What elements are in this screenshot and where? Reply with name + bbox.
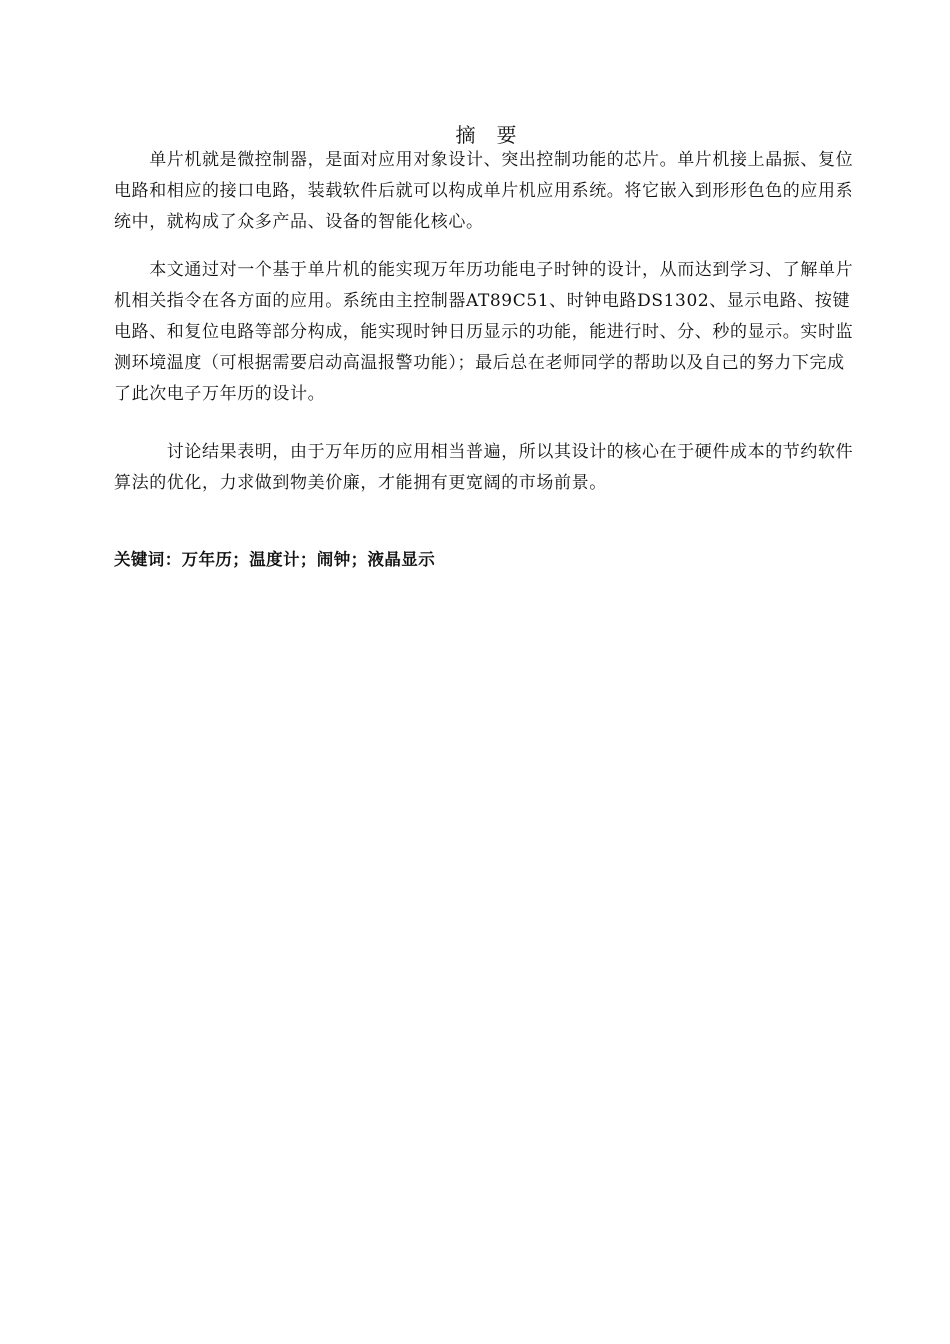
abstract-paragraph-2: 本文通过对一个基于单片机的能实现万年历功能电子时钟的设计，从而达到学习、了解单片机相关指令在各方面的应用。系统由主控制器AT89C51、时钟电路DS1302、显示电路、按键电路、和复位电路等部分构成，能实现时钟日历显示的功能，能进行时、分、秒的显示。实时监测环境温度（可根据需要启动高温报警功能）；最后总在老师同学的帮助以及自己的努力下完成了此次电子万年历的设计。 <box>114 260 854 404</box>
keywords-line: 关键词：万年历；温度计；闹钟；液晶显示 <box>114 550 436 569</box>
abstract-title-left: 摘 <box>455 123 477 147</box>
abstract-paragraph-1: 单片机就是微控制器，是面对应用对象设计、突出控制功能的芯片。单片机接上晶振、复位电路和相应的接口电路，装载软件后就可以构成单片机应用系统。将它嵌入到形形色色的应用系统中，就构成了众多产品、设备的智能化核心。 <box>114 150 854 232</box>
abstract-paragraph-3: 讨论结果表明，由于万年历的应用相当普遍，所以其设计的核心在于硬件成本的节约软件算法的优化，力求做到物美价廉，才能拥有更宽阔的市场前景。 <box>114 442 854 493</box>
abstract-title-right: 要 <box>496 123 518 147</box>
